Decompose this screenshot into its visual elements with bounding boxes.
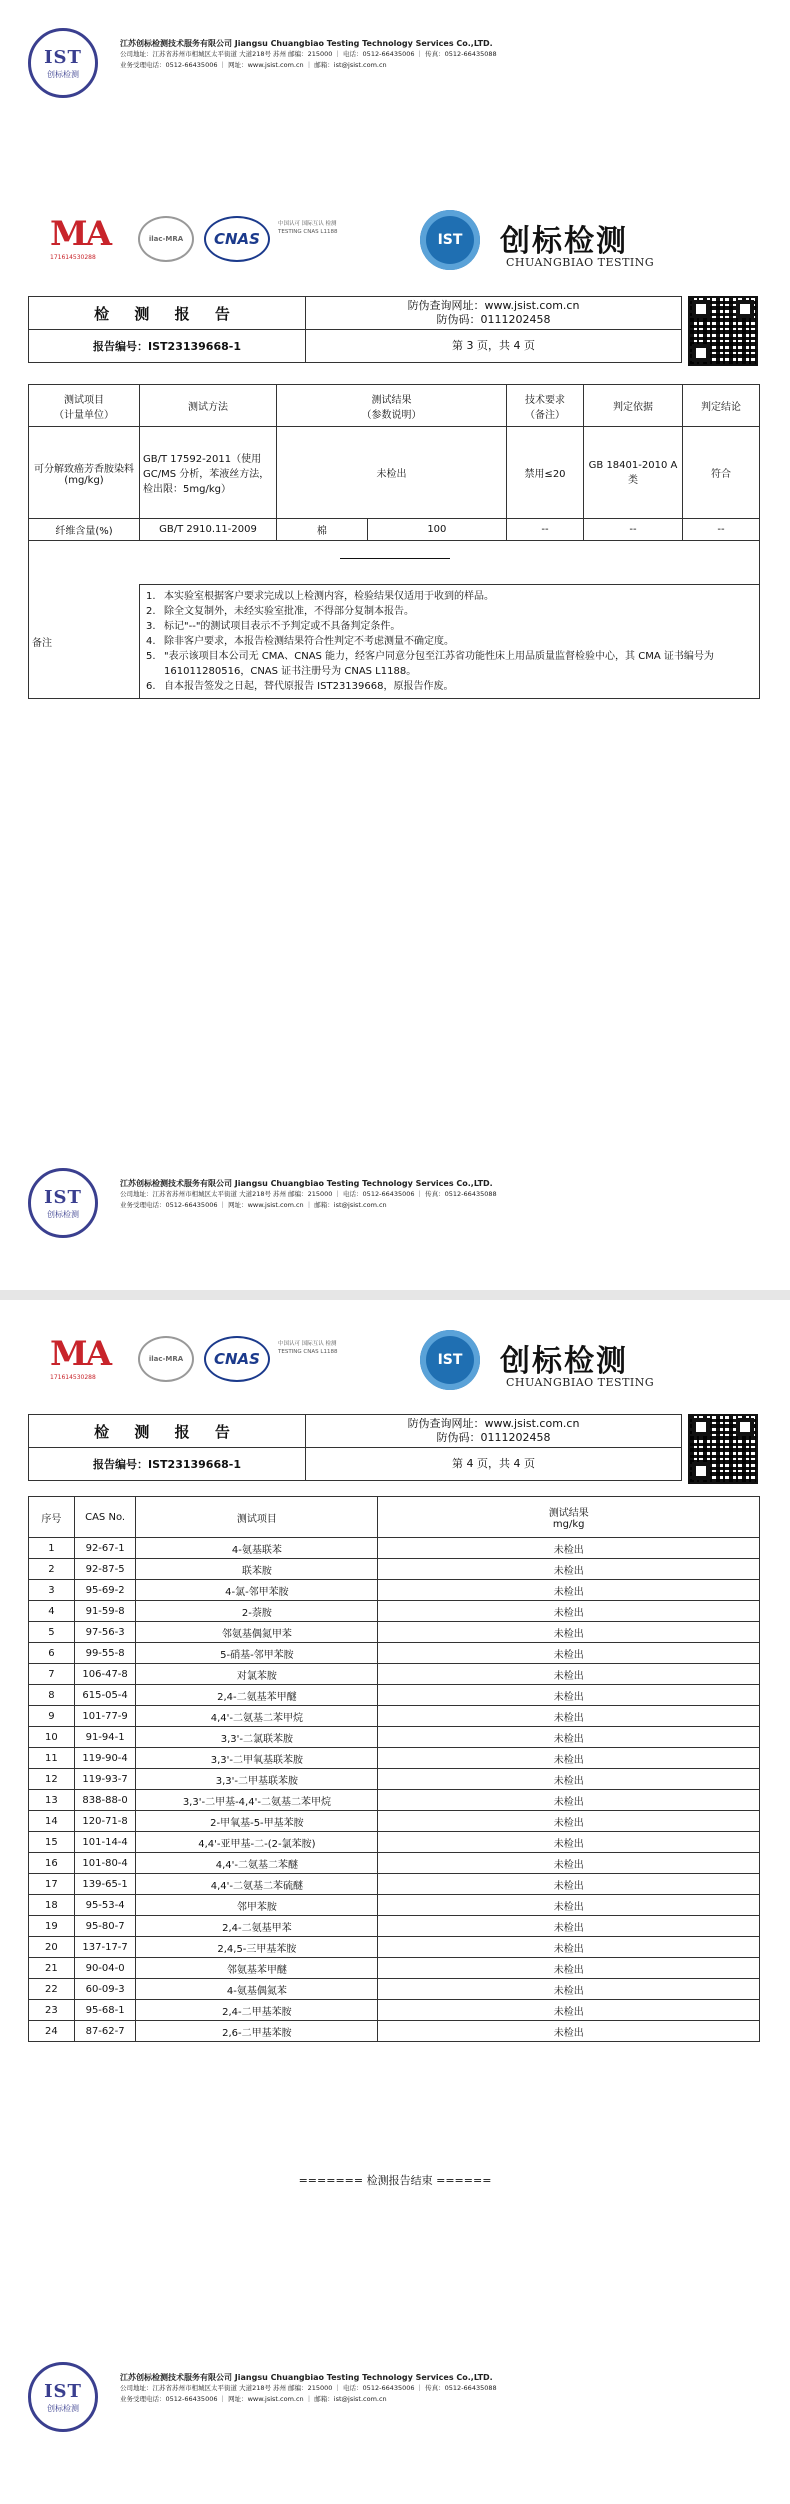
company-name: 江苏创标检测技术服务有限公司 Jiangsu Chuangbiao Testing Technology Services Co.,LTD. [120,39,493,48]
cell-result: 未检出 [378,1874,760,1895]
cell-no: 4 [29,1601,75,1622]
table-row [29,1979,760,2000]
cell-cas: 87-62-7 [74,2021,136,2042]
cell-result: 未检出 [378,1580,760,1601]
table-row [29,1580,760,1601]
cell-item: 4,4'-二氨基二苯甲烷 [136,1706,378,1727]
table-row [29,2000,760,2021]
table-row [29,1853,760,1874]
cell-no: 18 [29,1895,75,1916]
col-header-item: 测试项目 （计量单位） [29,385,140,427]
report-header-table [28,1414,682,1481]
cell-item: 2,4-二氨基苯甲醚 [136,1685,378,1706]
cell-item: 邻氨基苯甲醚 [136,1958,378,1979]
cell-cas: 91-59-8 [74,1601,136,1622]
ilac-mra-logo: ilac-MRA [138,1336,194,1382]
report-query-info [306,1415,682,1448]
remark-item: 4. 除非客户要求，本报告检测结果符合性判定不考虑测量不确定度。 [146,636,454,647]
company-footer [22,2354,772,2444]
table-row [29,1832,760,1853]
cell-item: 2,4-二甲基苯胺 [136,2000,378,2021]
cell-item: 2,4-二氨基甲苯 [136,1916,378,1937]
table-row [29,1685,760,1706]
divider-line [340,558,450,559]
cell-no: 12 [29,1769,75,1790]
cell-result: 未检出 [378,1790,760,1811]
cell-cas: 101-14-4 [74,1832,136,1853]
report-query-info [306,297,682,330]
table-row [29,2021,760,2042]
cell-item: 4-氨基偶氮苯 [136,1979,378,2000]
table-row [29,1748,760,1769]
company-info [120,38,770,71]
test-results-table [28,384,760,699]
company-name: 江苏创标检测技术服务有限公司 Jiangsu Chuangbiao Testing Technology Services Co.,LTD. [120,1179,493,1188]
cell-result: 未检出 [378,1643,760,1664]
cell-result: 未检出 [378,1664,760,1685]
cell-cas: 838-88-0 [74,1790,136,1811]
cell-no: 17 [29,1874,75,1895]
ist-company-logo: IST 创标检测 [28,28,98,98]
company-address: 公司地址：江苏省苏州市相城区太平街道 大道218号 苏州 邮编：215000 ｜ 电话：0512-66435006 ｜ 传真：0512-66435088 [120,2384,497,2392]
cell-no: 3 [29,1580,75,1601]
table-row [29,1937,760,1958]
amine-results-table [28,1496,760,2042]
col-header-item: 测试项目 [136,1497,378,1538]
company-name: 江苏创标检测技术服务有限公司 Jiangsu Chuangbiao Testing Technology Services Co.,LTD. [120,2373,493,2382]
col-header-no: 序号 [29,1497,75,1538]
report-title: 检 测 报 告 [29,1415,306,1448]
col-header-method: 测试方法 [140,385,277,427]
cell-result: 未检出 [378,1979,760,2000]
anti-fake-code: 防伪码：0111202458 [436,313,551,326]
cell-result: 未检出 [378,1685,760,1706]
cell-cas: 92-87-5 [74,1559,136,1580]
cell-item: 邻甲苯胺 [136,1895,378,1916]
cell-result: 未检出 [378,1727,760,1748]
divider-row [29,541,760,585]
cell-no: 21 [29,1958,75,1979]
report-number: 报告编号：IST23139668-1 [29,1448,306,1481]
anti-fake-code: 防伪码：0111202458 [436,1431,551,1444]
col-header-requirement: 技术要求 （备注） [507,385,584,427]
cell-result: 未检出 [378,2000,760,2021]
cell-result: 未检出 [378,1811,760,1832]
cell-item: 2,6-二甲基苯胺 [136,2021,378,2042]
col-header-conclusion: 判定结论 [683,385,760,427]
table-row [29,1664,760,1685]
cell-item: 4,4'-二氨基二苯硫醚 [136,1874,378,1895]
cell-item: 2-萘胺 [136,1601,378,1622]
cell-item: 4-氨基联苯 [136,1538,378,1559]
cell-no: 1 [29,1538,75,1559]
cnas-caption: 中国认可 国际互认 检测 TESTING CNAS L1188 [278,1341,338,1355]
certification-bar [50,210,750,280]
cell-cas: 91-94-1 [74,1727,136,1748]
qr-code [688,1414,758,1484]
table-row [29,1895,760,1916]
table-row [29,1538,760,1559]
remark-item: 6. 自本报告签发之日起，替代原报告 IST23139668，原报告作废。 [146,681,454,692]
company-contact: 业务受理电话：0512-66435006 ｜ 网址：www.jsist.com.cn ｜ 邮箱：ist@jsist.com.cn [120,1201,387,1209]
cell-result: 未检出 [378,1622,760,1643]
chuangbiao-logo: IST [420,210,480,270]
company-contact: 业务受理电话：0512-66435006 ｜ 网址：www.jsist.com.cn ｜ 邮箱：ist@jsist.com.cn [120,2395,387,2403]
table-row [29,1790,760,1811]
cell-result: 未检出 [378,1538,760,1559]
cell-cas: 95-68-1 [74,2000,136,2021]
page-number: 第 3 页，共 4 页 [306,330,682,363]
report-number: 报告编号：IST23139668-1 [29,330,306,363]
cell-no: 13 [29,1790,75,1811]
cell-cas: 95-53-4 [74,1895,136,1916]
cell-method: GB/T 2910.11-2009 [140,519,277,541]
company-footer [22,1160,772,1250]
cell-no: 23 [29,2000,75,2021]
cell-basis: GB 18401-2010 A类 [584,427,683,519]
cell-no: 22 [29,1979,75,2000]
cell-item: 4,4'-二氨基二苯醚 [136,1853,378,1874]
cell-cas: 101-80-4 [74,1853,136,1874]
cell-result: 未检出 [378,1559,760,1580]
table-row [29,1916,760,1937]
cell-item: 2,4,5-三甲基苯胺 [136,1937,378,1958]
remark-item: 5. "表示该项目本公司无 CMA、CNAS 能力，经客户同意分包至江苏省功能性床上用品质量监督检验中心，其 CMA 证书编号为 161011280516，CNAS 证书注册号为 CNAS L1188。 [146,651,714,677]
page-number: 第 4 页，共 4 页 [306,1448,682,1481]
report-page-4 [0,1300,790,2504]
ist-company-logo: IST 创标检测 [28,2362,98,2432]
brand-name-cn: 创标检测 [500,1344,628,1379]
col-header-basis: 判定依据 [584,385,683,427]
chuangbiao-logo: IST [420,1330,480,1390]
cell-conclusion: -- [683,519,760,541]
cell-cas: 90-04-0 [74,1958,136,1979]
table-row [29,1622,760,1643]
cell-result: 未检出 [378,1832,760,1853]
cell-result: 未检出 [378,1601,760,1622]
brand-name-en: CHUANGBIAO TESTING [506,256,655,269]
cell-item: 3,3'-二氯联苯胺 [136,1727,378,1748]
query-site: 防伪查询网址：www.jsist.com.cn [407,1417,580,1430]
cell-no: 20 [29,1937,75,1958]
cell-result: 未检出 [378,1916,760,1937]
report-header-table [28,296,682,363]
cell-requirement: 禁用≤20 [507,427,584,519]
cell-no: 11 [29,1748,75,1769]
remarks-label: 备注 [29,585,140,699]
brand-name-en: CHUANGBIAO TESTING [506,1376,655,1389]
cell-result: 未检出 [378,2021,760,2042]
cell-item: 5-硝基-邻甲苯胺 [136,1643,378,1664]
cell-basis: -- [584,519,683,541]
cell-cas: 120-71-8 [74,1811,136,1832]
cnas-logo: CNAS [204,216,270,262]
cell-no: 24 [29,2021,75,2042]
cell-no: 10 [29,1727,75,1748]
remark-item: 1. 本实验室根据客户要求完成以上检测内容，检验结果仅适用于收到的样品。 [146,591,494,602]
report-end-mark: ======= 检测报告结束 ====== [298,2174,492,2187]
cell-cas: 119-93-7 [74,1769,136,1790]
cell-cas: 60-09-3 [74,1979,136,2000]
cell-result: 未检出 [378,1748,760,1769]
table-row [29,1811,760,1832]
col-header-result: 测试结果 mg/kg [378,1497,760,1538]
ist-company-logo: IST 创标检测 [28,1168,98,1238]
cell-item: 3,3'-二甲基联苯胺 [136,1769,378,1790]
cell-item: 邻氨基偶氮甲苯 [136,1622,378,1643]
cell-no: 8 [29,1685,75,1706]
cell-no: 19 [29,1916,75,1937]
cell-conclusion: 符合 [683,427,760,519]
col-header-cas: CAS No. [74,1497,136,1538]
cell-item: 2-甲氧基-5-甲基苯胺 [136,1811,378,1832]
cell-item: 联苯胺 [136,1559,378,1580]
cell-result: 未检出 [378,1706,760,1727]
cell-result: 未检出 [378,1769,760,1790]
company-contact: 业务受理电话：0512-66435006 ｜ 网址：www.jsist.com.cn ｜ 邮箱：ist@jsist.com.cn [120,61,387,69]
table-row [29,1874,760,1895]
cell-cas: 92-67-1 [74,1538,136,1559]
cell-result: 未检出 [378,1853,760,1874]
cell-cas: 97-56-3 [74,1622,136,1643]
cnas-logo: CNAS [204,1336,270,1382]
table-row [29,1727,760,1748]
cell-no: 16 [29,1853,75,1874]
cell-method: GB/T 17592-2011（使用 GC/MS 分析，苯液丝方法，检出限：5mg/kg） [140,427,277,519]
cell-result: 未检出 [378,1937,760,1958]
cell-item: 3,3'-二甲基-4,4'-二氨基二苯甲烷 [136,1790,378,1811]
ilac-mra-logo: ilac-MRA [138,216,194,262]
table-row [29,1643,760,1664]
cell-cas: 139-65-1 [74,1874,136,1895]
company-address: 公司地址：江苏省苏州市相城区太平街道 大道218号 苏州 邮编：215000 ｜ 电话：0512-66435006 ｜ 传真：0512-66435088 [120,1190,497,1198]
table-row [29,519,760,541]
col-header-result: 测试结果 （参数说明） [277,385,507,427]
cell-no: 15 [29,1832,75,1853]
qr-code [688,296,758,366]
cell-no: 2 [29,1559,75,1580]
cell-requirement: -- [507,519,584,541]
cell-result-percent: 100 [367,519,506,541]
cell-cas: 615-05-4 [74,1685,136,1706]
cell-item: 3,3'-二甲氧基联苯胺 [136,1748,378,1769]
company-info [120,1178,770,1211]
cell-no: 14 [29,1811,75,1832]
table-row [29,1559,760,1580]
table-row [29,1769,760,1790]
cell-item: 4-氯-邻甲苯胺 [136,1580,378,1601]
cell-item: 可分解致癌芳香胺染料(mg/kg) [29,427,140,519]
cell-cas: 137-17-7 [74,1937,136,1958]
company-header [22,20,772,110]
cell-item: 对氯苯胺 [136,1664,378,1685]
cell-result: 未检出 [378,1895,760,1916]
brand-name-cn: 创标检测 [500,224,628,259]
cell-item: 纤维含量(%) [29,519,140,541]
table-row [29,1601,760,1622]
cell-no: 9 [29,1706,75,1727]
table-row [29,1958,760,1979]
cell-cas: 119-90-4 [74,1748,136,1769]
report-title: 检 测 报 告 [29,297,306,330]
cell-cas: 106-47-8 [74,1664,136,1685]
certification-bar [50,1330,750,1400]
remarks-list [140,585,760,699]
cell-no: 5 [29,1622,75,1643]
cma-logo: MA 171614530288 [50,214,111,261]
cell-result-fiber: 棉 [277,519,368,541]
remark-item: 3. 标记"--"的测试项目表示不予判定或不具备判定条件。 [146,621,401,632]
cell-cas: 95-80-7 [74,1916,136,1937]
cell-item: 4,4'-亚甲基-二-(2-氯苯胺) [136,1832,378,1853]
cell-no: 7 [29,1664,75,1685]
cell-cas: 99-55-8 [74,1643,136,1664]
cell-no: 6 [29,1643,75,1664]
cnas-caption: 中国认可 国际互认 检测 TESTING CNAS L1188 [278,221,338,235]
page-separator [0,1290,790,1300]
table-row [29,427,760,519]
company-info [120,2372,770,2405]
table-row [29,1706,760,1727]
cell-result: 未检出 [378,1958,760,1979]
cell-result: 未检出 [277,427,507,519]
cell-cas: 95-69-2 [74,1580,136,1601]
query-site: 防伪查询网址：www.jsist.com.cn [407,299,580,312]
cell-cas: 101-77-9 [74,1706,136,1727]
company-address: 公司地址：江苏省苏州市相城区太平街道 大道218号 苏州 邮编：215000 ｜ 电话：0512-66435006 ｜ 传真：0512-66435088 [120,50,497,58]
cma-logo: MA 171614530288 [50,1334,111,1381]
remark-item: 2. 除全文复制外，未经实验室批准，不得部分复制本报告。 [146,606,414,617]
